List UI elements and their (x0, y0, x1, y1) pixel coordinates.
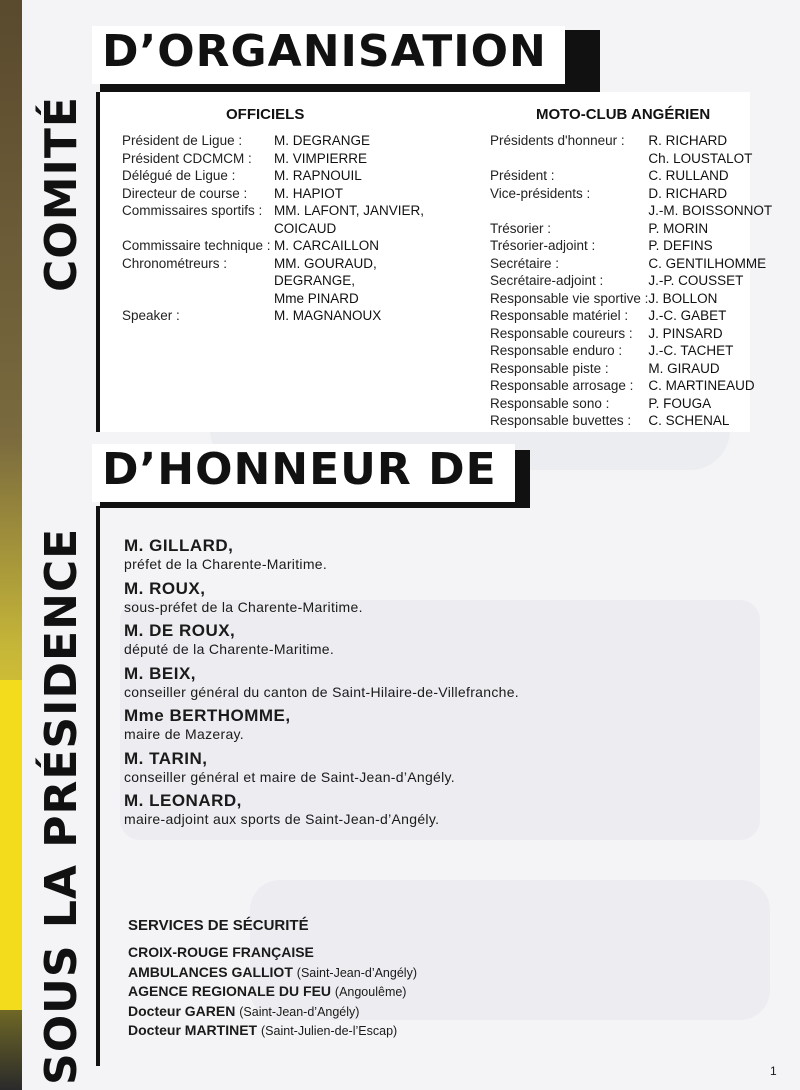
person-name: J. PINSARD (648, 325, 723, 341)
person-name: P. FOUGA (648, 395, 712, 411)
role-label: Président de Ligue : (122, 133, 243, 148)
securite-item (128, 1022, 397, 1038)
role-label: Responsable coureurs : (490, 325, 633, 341)
person-name: R. RICHARD (648, 133, 728, 148)
table-row (122, 185, 424, 203)
honneur-title: sous-préfet de la Charente-Maritime. (124, 598, 363, 615)
table-row (122, 132, 424, 150)
table-row (122, 237, 424, 255)
person-name: COICAUD (274, 220, 337, 236)
securite-item (128, 1003, 359, 1019)
page-edge-strip (0, 0, 22, 1090)
presidence-vertical-title: SOUS LA PRÉSIDENCE (36, 527, 87, 1085)
table-row (122, 290, 424, 308)
table-row (490, 272, 772, 290)
table-row (490, 255, 772, 273)
honneur-banner: D’HONNEUR DE (92, 444, 515, 502)
person-name: MM. GOURAUD, (274, 255, 377, 271)
role-label: Président : (490, 168, 555, 183)
table-row (122, 167, 424, 185)
role-label: Responsable sono : (490, 395, 610, 411)
honneur-title: conseiller général du canton de Saint-Hilaire-de-Villefranche. (124, 683, 519, 700)
honneur-title: maire-adjoint aux sports de Saint-Jean-d’Angély. (124, 811, 440, 827)
securite-name: Docteur MARTINET (128, 1022, 258, 1038)
organisation-banner: D’ORGANISATION (92, 26, 565, 84)
role-label (490, 202, 648, 220)
person-name: DEGRANGE, (274, 273, 356, 288)
table-row (490, 202, 772, 220)
table-row (122, 220, 424, 238)
role-label (122, 220, 274, 238)
honneur-entry (124, 791, 439, 828)
person-name: P. DEFINS (648, 238, 713, 253)
person-name: J. BOLLON (648, 290, 718, 306)
honneur-entry (124, 706, 291, 743)
table-row (490, 412, 772, 430)
role-label: Président CDCMCM : (122, 150, 252, 166)
securite-title: SERVICES DE SÉCURITÉ (128, 917, 309, 934)
securite-location: (Saint-Jean-d’Angély) (239, 1004, 360, 1019)
table-row (490, 237, 772, 255)
honneur-title: préfet de la Charente-Maritime. (124, 556, 328, 572)
person-name: M. HAPIOT (274, 185, 344, 201)
table-row (122, 272, 424, 290)
role-label (122, 272, 274, 290)
role-label: Responsable matériel : (490, 308, 629, 323)
person-name: M. VIMPIERRE (274, 150, 368, 166)
role-label: Responsable arrosage : (490, 378, 634, 393)
role-label: Responsable vie sportive : (490, 290, 649, 306)
table-row (490, 150, 772, 168)
person-name: J.-P. COUSSET (648, 273, 744, 288)
person-name: M. CARCAILLON (274, 238, 380, 253)
table-row (490, 395, 772, 413)
role-label: Commissaire technique : (122, 238, 271, 253)
person-name: M. GIRAUD (648, 360, 720, 376)
person-name: C. MARTINEAUD (648, 378, 755, 393)
person-name: M. DEGRANGE (274, 133, 371, 148)
honneur-title: député de la Charente-Maritime. (124, 641, 335, 657)
securite-name: Docteur GAREN (128, 1002, 236, 1019)
role-label: Directeur de course : (122, 185, 248, 201)
table-row (490, 377, 772, 395)
table-row (122, 255, 424, 273)
person-name: Mme PINARD (274, 290, 359, 306)
honneur-name: M. GILLARD, (124, 536, 234, 555)
honneur-name: M. LEONARD, (124, 791, 242, 810)
role-label: Trésorier-adjoint : (490, 238, 596, 253)
role-label: Secrétaire : (490, 255, 560, 271)
securite-location: (Saint-Julien-de-l’Escap) (261, 1024, 398, 1038)
motoclub-table (490, 132, 772, 430)
page-number: 1 (770, 1064, 777, 1078)
securite-name: CROIX-ROUGE FRANÇAISE (128, 944, 314, 960)
table-row (490, 290, 772, 308)
honneur-title: conseiller général et maire de Saint-Jean-d’Angély. (124, 768, 455, 785)
edge-yellow-band (0, 680, 22, 1010)
honneur-name: M. DE ROUX, (124, 621, 236, 640)
role-label: Vice-présidents : (490, 185, 591, 201)
officiels-table (122, 132, 424, 325)
securite-item (128, 983, 406, 999)
person-name: C. RULLAND (648, 168, 729, 183)
person-name: C. SCHENAL (648, 413, 730, 428)
securite-item (128, 964, 417, 980)
securite-item (128, 944, 314, 960)
honneur-title: maire de Mazeray. (124, 726, 244, 742)
person-name: J.-C. TACHET (648, 343, 734, 358)
table-row (490, 325, 772, 343)
honneur-name: M. TARIN, (124, 748, 208, 768)
table-row (490, 185, 772, 203)
honneur-entry (124, 579, 363, 616)
role-label: Secrétaire-adjoint : (490, 273, 604, 288)
securite-location: (Saint-Jean-d’Angély) (296, 965, 417, 980)
securite-name: AMBULANCES GALLIOT (128, 963, 293, 980)
securite-location: (Angoulême) (334, 985, 407, 999)
table-row (490, 167, 772, 185)
role-label: Trésorier : (490, 220, 552, 236)
person-name: J.-C. GABET (648, 308, 727, 323)
honneur-entry (124, 749, 455, 786)
table-row (490, 342, 772, 360)
person-name: C. GENTILHOMME (648, 255, 767, 271)
person-name: D. RICHARD (648, 185, 728, 201)
honneur-entry (124, 536, 327, 573)
honneur-entry (124, 621, 334, 658)
table-row (490, 307, 772, 325)
role-label (122, 290, 274, 308)
table-row (490, 360, 772, 378)
role-label: Commissaires sportifs : (122, 203, 263, 218)
person-name: MM. LAFONT, JANVIER, (274, 203, 425, 218)
person-name: Ch. LOUSTALOT (648, 150, 753, 166)
person-name: J.-M. BOISSONNOT (648, 203, 773, 218)
role-label: Chronométreurs : (122, 255, 228, 271)
honneur-name: M. ROUX, (124, 578, 206, 598)
person-name: P. MORIN (648, 220, 709, 236)
table-row (490, 220, 772, 238)
table-row (122, 307, 424, 325)
role-label: Responsable enduro : (490, 343, 623, 358)
role-label: Speaker : (122, 308, 180, 323)
securite-name: AGENCE REGIONALE DU FEU (128, 983, 332, 999)
comite-vertical-title: COMITÉ (36, 96, 87, 292)
role-label: Responsable buvettes : (490, 413, 632, 428)
honneur-entry (124, 664, 519, 701)
table-row (122, 202, 424, 220)
table-row (490, 132, 772, 150)
table-row (122, 150, 424, 168)
motoclub-title: MOTO-CLUB ANGÉRIEN (536, 106, 711, 123)
honneur-name: M. BEIX, (124, 663, 197, 683)
honneur-name: Mme BERTHOMME, (124, 706, 291, 725)
person-name: M. MAGNANOUX (274, 308, 382, 323)
role-label: Présidents d'honneur : (490, 133, 625, 148)
officiels-title: OFFICIELS (226, 106, 305, 123)
role-label: Délégué de Ligue : (122, 168, 236, 183)
role-label (490, 150, 648, 168)
role-label: Responsable piste : (490, 360, 609, 376)
person-name: M. RAPNOUIL (274, 168, 362, 183)
